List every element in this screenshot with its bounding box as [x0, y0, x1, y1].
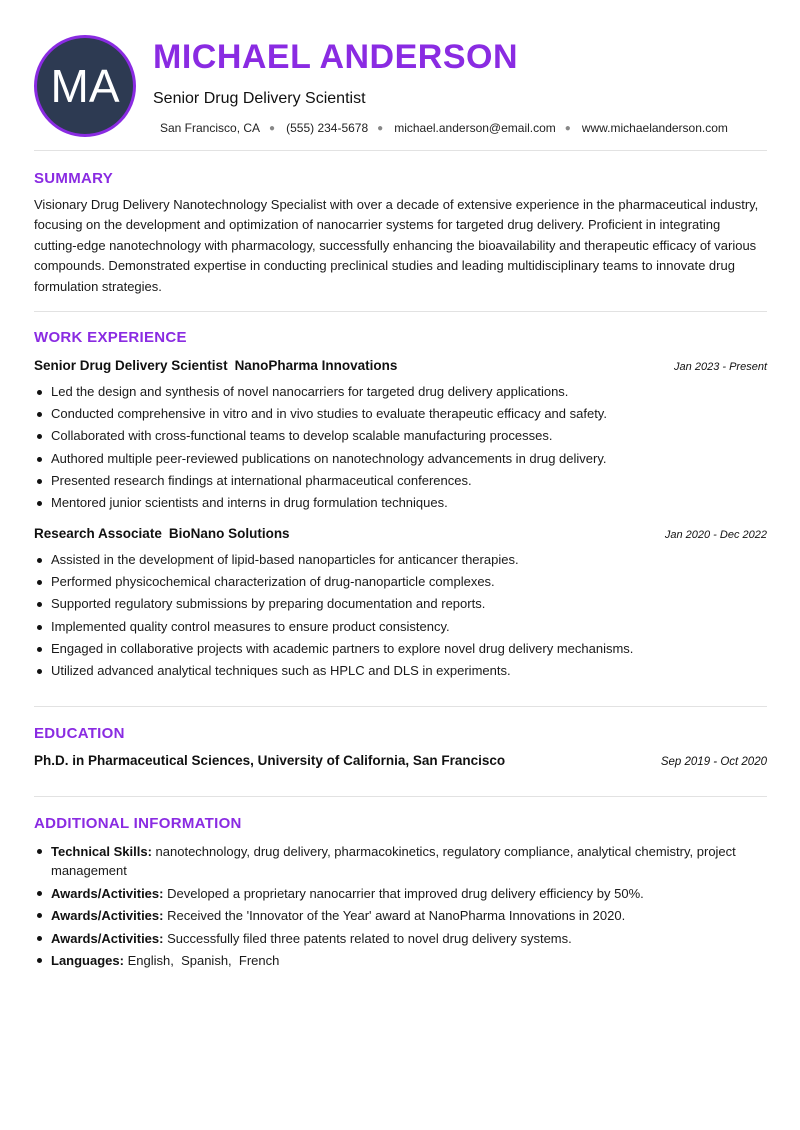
list-item: Led the design and synthesis of novel nanocarriers for targeted drug delivery applications. [34, 383, 767, 401]
contact-phone: (555) 234-5678 [286, 121, 369, 135]
job-dates: Jan 2023 - Present [674, 361, 767, 373]
divider [34, 311, 767, 312]
job-header [34, 526, 767, 544]
list-item: Authored multiple peer-reviewed publications on nanotechnology advancements in drug delivery. [34, 450, 767, 468]
education-dates: Sep 2019 - Oct 2020 [660, 756, 767, 768]
list-item: Supported regulatory submissions by preparing documentation and reports. [34, 595, 767, 613]
list-item [34, 929, 767, 948]
separator-dot-icon: ● [269, 122, 276, 134]
contact-location: San Francisco, CA [160, 121, 261, 135]
list-item [34, 842, 767, 880]
list-item: Mentored junior scientists and interns in drug formulation techniques. [34, 494, 767, 512]
additional-info-list [34, 842, 767, 974]
item-label: Awards/Activities: [51, 930, 164, 946]
separator-dot-icon: ● [377, 122, 384, 134]
job-role: Research Associate [34, 526, 162, 541]
avatar [34, 35, 136, 137]
summary-text: Visionary Drug Delivery Nanotechnology Specialist with over a decade of extensive experience in the pharmaceutical industry, focusing on the development and optimization of nanocarrier systems for targeted drug delivery. Proficient in integrating cutting-edge nanotechnology with pharmacology, successfully enhancing the bioavailability and therapeutic efficacy of various compounds. Demonstrated expertise in conducting preclinical studies and leading multidisciplinary teams to innovate drug formulation strategies. [34, 197, 759, 294]
divider [34, 150, 767, 151]
job-bullets [34, 383, 767, 516]
item-label: Awards/Activities: [51, 908, 164, 923]
list-item: Presented research findings at international pharmaceutical conferences. [34, 472, 767, 490]
education-heading: EDUCATION [34, 725, 125, 742]
list-item [34, 906, 767, 925]
summary-heading: SUMMARY [34, 170, 114, 187]
contact-website[interactable]: www.michaelanderson.com [581, 121, 728, 135]
item-text: Developed a proprietary nanocarrier that improved drug delivery efficiency by 50%. [167, 885, 644, 901]
candidate-title: Senior Drug Delivery Scientist [153, 90, 366, 107]
list-item [34, 951, 767, 970]
candidate-name: MICHAEL ANDERSON [153, 38, 519, 76]
list-item: Engaged in collaborative projects with academic partners to explore novel drug delivery mechanisms. [34, 640, 767, 658]
divider [34, 796, 767, 797]
list-item: Assisted in the development of lipid-based nanoparticles for anticancer therapies. [34, 551, 767, 569]
contact-email[interactable]: michael.anderson@email.com [394, 121, 556, 135]
job-company: NanoPharma Innovations [234, 358, 398, 373]
job-title-line [34, 526, 290, 541]
job-company: BioNano Solutions [168, 526, 290, 541]
job-role: Senior Drug Delivery Scientist [34, 358, 228, 373]
list-item [34, 884, 767, 903]
list-item: Collaborated with cross-functional teams to develop scalable manufacturing processes. [34, 427, 767, 445]
job-title-line [34, 358, 397, 373]
list-item: Performed physicochemical characterization of drug-nanoparticle complexes. [34, 573, 767, 591]
job-header [34, 358, 767, 376]
list-item: Utilized advanced analytical techniques such as HPLC and DLS in experiments. [34, 662, 767, 680]
work-experience-heading: WORK EXPERIENCE [34, 329, 187, 346]
education-degree: Ph.D. in Pharmaceutical Sciences, University of California, San Francisco [34, 753, 506, 768]
list-item: Conducted comprehensive in vitro and in vivo studies to evaluate therapeutic efficacy and safety. [34, 405, 767, 423]
item-label: Languages: [51, 953, 124, 968]
item-text: Received the 'Innovator of the Year' award at NanoPharma Innovations in 2020. [167, 908, 626, 923]
item-text: English, Spanish, French [127, 953, 280, 968]
item-label: Awards/Activities: [51, 885, 164, 901]
contact-line [160, 121, 728, 135]
additional-info-heading: ADDITIONAL INFORMATION [34, 815, 242, 832]
job-bullets [34, 551, 767, 684]
item-label: Technical Skills: [51, 844, 152, 859]
separator-dot-icon: ● [564, 122, 571, 134]
list-item: Implemented quality control measures to ensure product consistency. [34, 618, 767, 636]
job-dates: Jan 2020 - Dec 2022 [664, 529, 767, 541]
avatar-initials: MA [50, 60, 120, 112]
item-text: Successfully filed three patents related to novel drug delivery systems. [167, 930, 572, 946]
education-entry [34, 753, 767, 768]
item-text: nanotechnology, drug delivery, pharmacokinetics, regulatory compliance, analytical chemistry, project management [51, 844, 736, 878]
divider [34, 706, 767, 707]
